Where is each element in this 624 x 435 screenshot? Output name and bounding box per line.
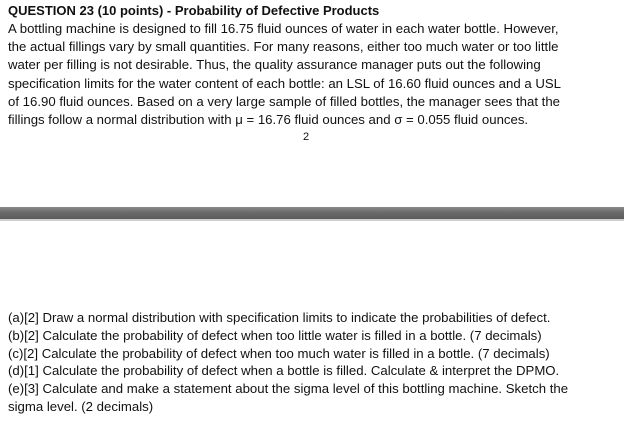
question-title: QUESTION 23 (10 points) - Probability of Defective Products [8,3,380,18]
subquestion-item-c [8,345,620,363]
page-number: 2 [302,131,310,143]
subquestion-text: (d)[1] Calculate the probability of defect when a bottle is filled. Calculate & interpret the DPMO. [8,363,560,379]
page-top-section [0,0,624,205]
subquestion-item-b [8,327,620,345]
question-body [8,20,620,129]
body-line: of 16.90 fluid ounces. Based on a very large sample of filled bottles, the manager sees that the [8,93,561,109]
subquestion-item-a [8,309,620,327]
body-line: the actual fillings vary by small quantities. For many reasons, either too much water or too little [8,39,559,55]
body-line: fillings follow a normal distribution with μ = 16.76 fluid ounces and σ = 0.055 fluid ounces. [8,112,529,128]
subquestion-text: (c)[2] Calculate the probability of defect when too much water is filled in a bottle. (7 decimals) [8,345,550,361]
page-divider [0,207,624,219]
body-line: water per filling is not desirable. Thus, the quality assurance manager puts out the following [8,57,541,73]
subquestion-text: (e)[3] Calculate and make a statement about the sigma level of this bottling machine. Sketch the [8,381,569,397]
subquestion-item-d [8,362,620,380]
subquestion-item-e [8,380,620,416]
subquestion-text: (a)[2] Draw a normal distribution with specification limits to indicate the probabilities of defect. [8,310,551,325]
subquestion-list [8,309,620,416]
body-line: A bottling machine is designed to fill 16.75 fluid ounces of water in each water bottle. However, [8,21,559,36]
body-line: specification limits for the water content of each bottle: an LSL of 16.60 fluid ounces and a USL [8,75,561,91]
subquestion-text: sigma level. (2 decimals) [8,398,154,414]
subquestion-text: (b)[2] Calculate the probability of defect when too little water is filled in a bottle. (7 decimals) [8,327,542,343]
